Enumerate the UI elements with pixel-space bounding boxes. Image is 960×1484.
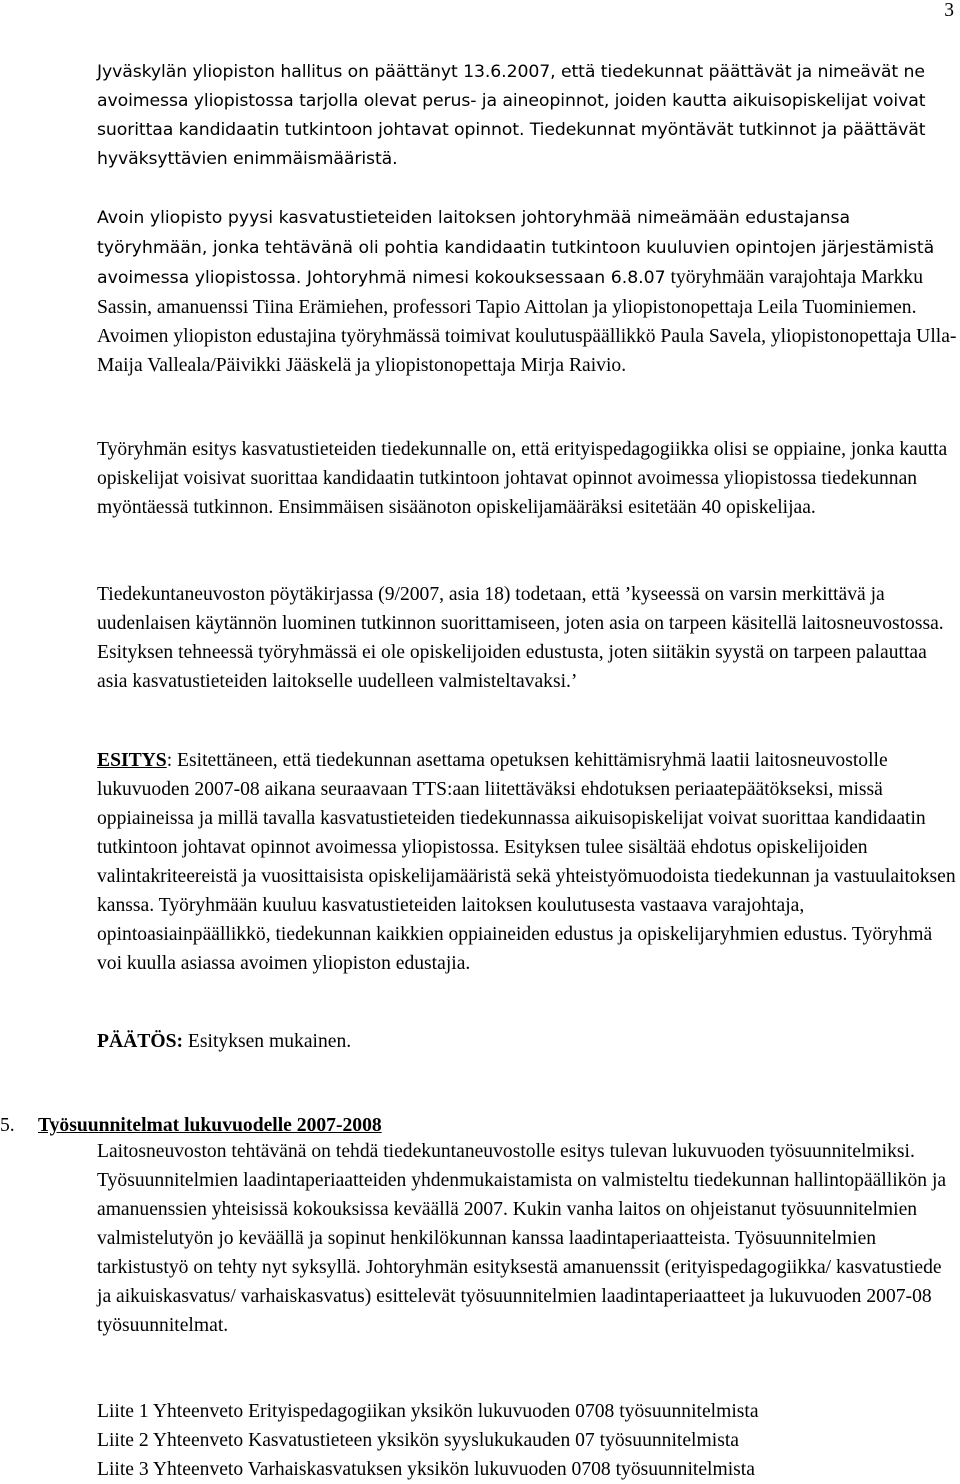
attachment-item: Liite 2 Yhteenveto Kasvatustieteen yksikön syyslukukauden 07 työsuunnitelmista [97,1430,739,1451]
esitys-label: ESITYS [97,750,167,771]
paragraph-working-group-part-2: työryhmään varajohtaja Markku Sassin, amanuenssi Tiina Erämiehen, professori Tapio Aittolan ja yliopistonopettaja Leila Tuominiemen. Avoimen yliopiston edustajina työryhmässä toimivat koulutuspäällikkö Paula Savela, yliopistonopettaja Ulla-Maija Valleala/Päivikki Jääskelä ja yliopistonopettaja Mirja Raivio. [97,267,957,376]
section-title: Työsuunnitelmat lukuvuodelle 2007-2008 [38,1115,382,1136]
attachment-list [97,1397,959,1484]
section-5-body: Laitosneuvoston tehtävänä on tehdä tiedekuntaneuvostolle esitys tulevan lukuvuoden työsuunnitelmiksi. Työsuunnitelmien laadintaperiaatteiden yhdenmukaistamista on valmisteltu tiedekunnan hallintopäällikön ja amanuenssien yhteisissä kokouksissa keväällä 2007. Kukin vanha laitos on ohjeistanut työsuunnitelmien valmistelutyön jo keväällä ja sopinut henkilökunnan kanssa laadintaperiaatteista. Työsuunnitelmien tarkistustyö on tehty nyt syksyllä. Johtoryhmän esityksestä amanuenssit (erityispedagogiikka/ kasvatustiede ja aikuiskasvatus/ varhaiskasvatus) esittelevät työsuunnitelmien laadintaperiaatteet ja lukuvuoden 2007-08 työsuunnitelmat. [97,1141,947,1336]
paragraph-board-decision: Jyväskylän yliopiston hallitus on päättänyt 13.6.2007, että tiedekunnat päättävät ja nimeävät ne avoimessa yliopistossa tarjolla olevat perus- ja aineopinnot, joiden kautta aikuisopiskelijat voivat suorittaa kandidaatin tutkintoon johtavat opinnot. Tiedekunnat myöntävät tutkinnot ja päättävät hyväksyttävien enimmäismääristä. [97,62,926,169]
page-number: 3 [944,0,954,21]
paragraph-esitys [97,746,959,978]
paragraph-paatos [97,1027,959,1056]
paragraph-working-group [97,203,959,380]
paatos-label: PÄÄTÖS: [97,1031,184,1052]
esitys-text: : Esitettäneen, että tiedekunnan asettama opetuksen kehittämisryhmä laatii laitosneuvostolle lukuvuoden 2007-08 aikana seuraavaan TTS:aan liitettäväksi ehdotuksen periaatepäätökseksi, missä oppiaineissa ja millä tavalla kasvatustieteiden tiedekunnassa aikuisopiskelijat voivat suorittaa kandidaatin tutkintoon johtavat opinnot avoimessa yliopistossa. Esityksen tulee sisältää ehdotus opiskelijoiden valintakriteereistä ja vuosittaisista opiskelijamääristä sekä yhteistyömuodoista tiedekunnan ja vastuulaitoksen kanssa. Työryhmään kuuluu kasvatustieteiden laitoksen koulutusesta vastaava varajohtaja, opintoasiainpäällikkö, tiedekunnan kaikkien oppiaineiden edustus ja opiskelijaryhmien edustus. Työryhmä voi kuulla asiassa avoimen yliopiston edustajia. [97,750,956,974]
paragraph-proposal: Työryhmän esitys kasvatustieteiden tiedekunnalle on, että erityispedagogiikka olisi se oppiaine, jonka kautta opiskelijat voisivat suorittaa kandidaatin tutkintoon johtavat opinnot avoimessa yliopistossa tiedekunnan myöntäessä tutkinnon. Ensimmäisen sisäänoton opiskelijamääräksi esitetään 40 opiskelijaa. [97,439,948,518]
section-number: 5. [0,1115,15,1136]
paatos-text: Esityksen mukainen. [183,1031,352,1052]
attachment-item: Liite 3 Yhteenveto Varhaiskasvatuksen yksikön lukuvuoden 0708 työsuunnitelmista [97,1459,755,1480]
attachment-item: Liite 1 Yhteenveto Erityispedagogiikan yksikön lukuvuoden 0708 työsuunnitelmista [97,1401,759,1422]
paragraph-council-minutes: Tiedekuntaneuvoston pöytäkirjassa (9/2007, asia 18) todetaan, että ’kyseessä on varsin merkittävä ja uudenlaisen käytännön luominen tutkinnon suorittamiseen, joten asia on tarpeen käsitellä laitosneuvostossa. Esityksen tehneessä työryhmässä ei ole opiskelijoiden edustusta, joten siitäkin syystä on tarpeen palauttaa asia kasvatustieteiden laitokselle uudelleen valmisteltavaksi.’ [97,584,944,692]
paragraph-working-group-part-1: Avoin yliopisto pyysi kasvatustieteiden laitoksen johtoryhmää nimeämään edustajansa työryhmään, jonka tehtävänä oli pohtia kandidaatin tutkintoon kuuluvien opintojen järjestämistä avoimessa yliopistossa. Johtoryhmä nimesi kokouksessaan 6.8.07 [97,208,935,288]
